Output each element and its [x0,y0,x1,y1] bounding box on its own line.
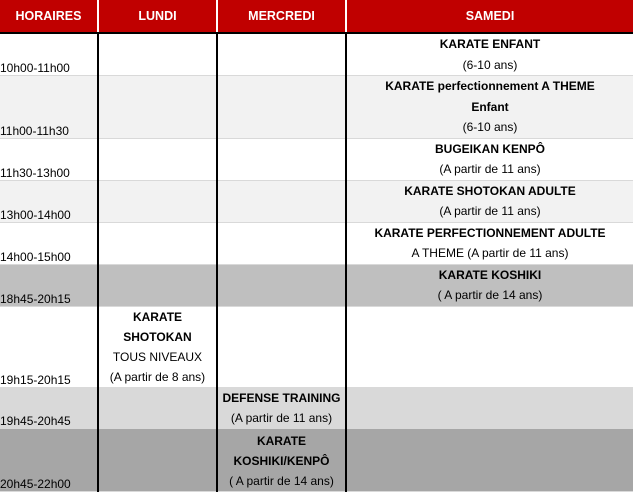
time-cell[interactable]: 19h45-20h45 [0,387,98,428]
samedi-cell[interactable] [346,138,633,180]
samedi-cell[interactable] [346,222,633,264]
table-row [0,264,633,306]
table-row [0,306,633,387]
time-cell[interactable]: 20h45-22h00 [0,428,98,491]
activity-age: (A partir de 11 ans) [439,204,541,218]
lundi-cell[interactable] [98,222,217,264]
activity-subname: Enfant [471,99,509,114]
time-cell[interactable]: 14h00-15h00 [0,222,98,264]
activity-name: KARATE ENFANT [439,37,541,51]
samedi-cell[interactable] [346,180,633,222]
samedi-cell[interactable] [346,264,633,306]
activity-name: KARATE [132,309,183,324]
lundi-cell[interactable] [98,306,217,387]
samedi-cell[interactable] [346,76,633,139]
lundi-cell[interactable] [98,33,217,76]
header-samedi[interactable]: SAMEDI [346,0,633,33]
time-cell[interactable]: 13h00-14h00 [0,180,98,222]
mercredi-cell[interactable] [217,222,346,264]
lundi-cell[interactable] [98,428,217,491]
lundi-cell[interactable] [98,138,217,180]
header-lundi[interactable]: LUNDI [98,0,217,33]
table-row [0,76,633,139]
mercredi-cell[interactable] [217,306,346,387]
mercredi-cell[interactable] [217,387,346,428]
mercredi-cell[interactable] [217,33,346,76]
activity-age: ( A partir de 14 ans) [229,473,334,488]
lundi-cell[interactable] [98,264,217,306]
mercredi-cell[interactable] [217,180,346,222]
time-cell[interactable]: 19h15-20h15 [0,306,98,387]
lundi-cell[interactable] [98,387,217,428]
header-mercredi[interactable]: MERCREDI [217,0,346,33]
activity-age: (A partir de 8 ans) [109,369,206,384]
activity-name: KARATE PERFECTIONNEMENT ADULTE [374,225,606,240]
time-cell[interactable]: 11h00-11h30 [0,76,98,139]
header-row [0,0,633,33]
lundi-cell[interactable] [98,180,217,222]
table-row [0,428,633,491]
lundi-cell[interactable] [98,76,217,139]
table-row [0,33,633,76]
activity-age: ( A partir de 14 ans) [437,288,543,302]
mercredi-cell[interactable] [217,138,346,180]
activity-age: (A partir de 11 ans) [439,162,541,176]
samedi-cell[interactable] [346,33,633,76]
activity-subname: KOSHIKI/KENPÔ [233,453,330,468]
activity-name: KARATE [256,433,307,448]
table-row [0,222,633,264]
samedi-cell[interactable] [346,428,633,491]
activity-name: KARATE KOSHIKI [438,267,542,282]
mercredi-cell[interactable] [217,76,346,139]
activity-name: KARATE perfectionnement A THEME [385,79,595,93]
header-horaires[interactable]: HORAIRES [0,0,98,33]
activity-name: DEFENSE TRAINING [222,390,341,405]
table-row [0,387,633,428]
activity-name: KARATE SHOTOKAN ADULTE [404,183,576,198]
table-row [0,180,633,222]
activity-level: TOUS NIVEAUX [112,349,203,364]
table-row [0,138,633,180]
time-cell[interactable]: 11h30-13h00 [0,138,98,180]
activity-subname: SHOTOKAN [123,329,192,344]
mercredi-cell[interactable] [217,428,346,491]
samedi-cell[interactable] [346,306,633,387]
samedi-cell[interactable] [346,387,633,428]
activity-age: A THEME (A partir de 11 ans) [411,246,569,260]
time-cell[interactable]: 10h00-11h00 [0,33,98,76]
time-cell[interactable]: 18h45-20h15 [0,264,98,306]
activity-name: BUGEIKAN KENPÔ [434,141,545,156]
activity-age: (6-10 ans) [462,120,518,134]
activity-age: (A partir de 11 ans) [230,410,333,425]
mercredi-cell[interactable] [217,264,346,306]
activity-age: (6-10 ans) [462,57,518,72]
